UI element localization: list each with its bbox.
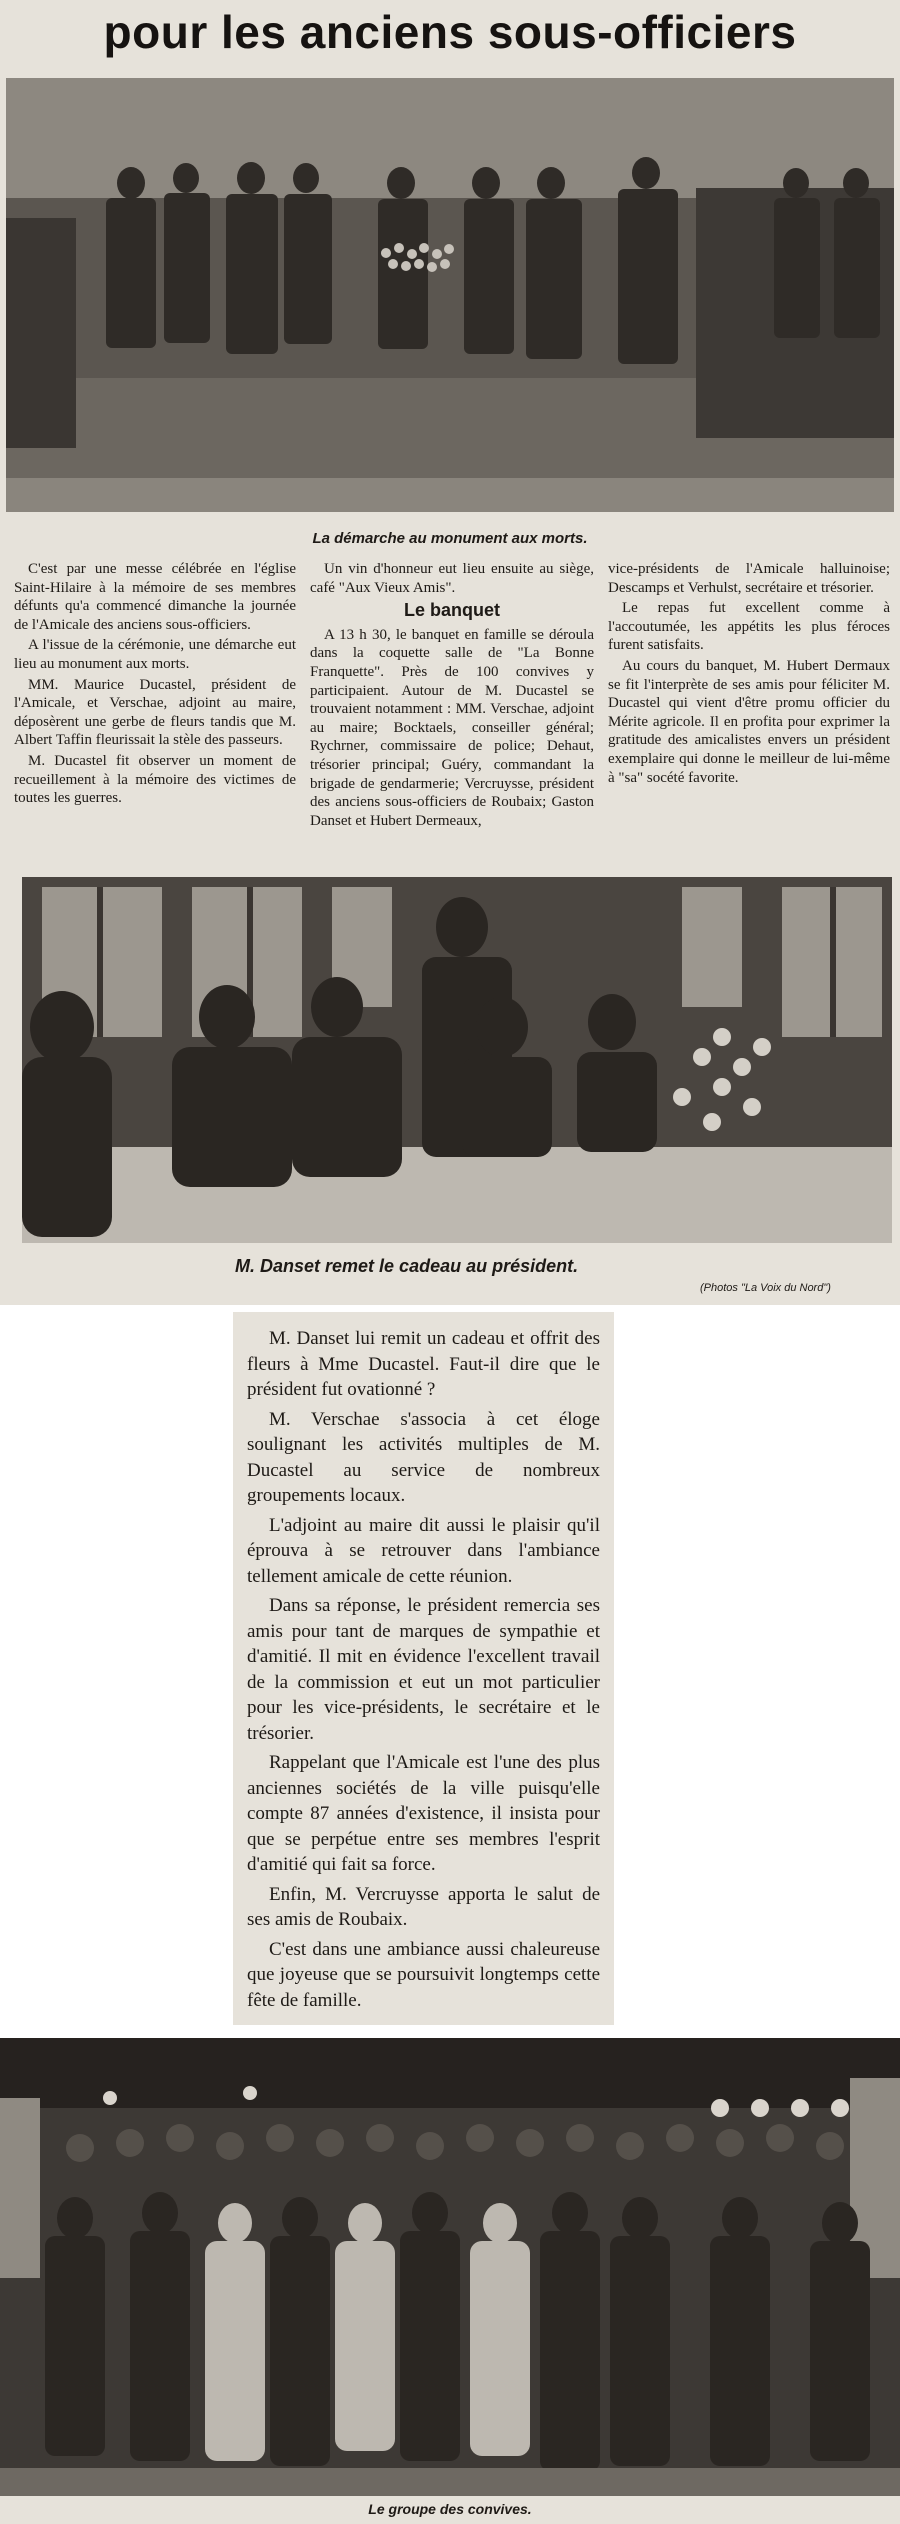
- article-column-2: [310, 560, 594, 832]
- clipping-continuation: [233, 1312, 614, 2025]
- photo-credit: (Photos "La Voix du Nord"): [700, 1282, 831, 1294]
- paragraph: M. Danset lui remit un cadeau et offrit des fleurs à Mme Ducastel. Faut-il dire que le président fut ovationné ?: [247, 1328, 600, 1400]
- paragraph: C'est dans une ambiance aussi chaleureuse que joyeuse que se poursuivit longtemps cette fête de famille.: [247, 1938, 600, 2011]
- paragraph: A 13 h 30, le banquet en famille se déroula dans la coquette salle de "La Bonne Franquette". Près de 100 convives y participaient. Autour de M. Ducastel se trouvaient notamment : MM. Verschae, adjoint au maire; Bocktaels, conseiller général; Rychrner, commissaire de police; Dehaut, trésorier principal; Guéry, commandant la brigade de gendarmerie; Vercruysse, président des anciens sous-officiers de Roubaix; Gaston Danset et Hubert Dermeaux,: [310, 626, 594, 829]
- article-column-1: [14, 560, 296, 810]
- photo-banquet: [22, 877, 892, 1243]
- article-column-3: [608, 560, 890, 789]
- paragraph: Au cours du banquet, M. Hubert Dermaux se fit l'interprète de ses amis pour féliciter M. Ducastel qui vient d'être promu officier du Mérite agricole. Il en profita pour exprimer la gratitude des amicalistes envers un président exemplaire qui donne le meilleur de lui-même à "sa" socété favorite.: [608, 657, 890, 786]
- section-heading: Le banquet: [403, 600, 500, 621]
- paragraph: M. Ducastel fit observer un moment de recueillement à la mémoire des victimes de toutes les guerres.: [14, 752, 296, 807]
- paragraph: A l'issue de la cérémonie, une démarche eut lieu au monument aux morts.: [14, 637, 296, 672]
- paragraph: MM. Maurice Ducastel, président de l'Amicale, et Verschae, adjoint au maire, déposèrent une gerbe de fleurs tandis que M. Albert Taffin fleurissait la stèle des passeurs.: [14, 676, 296, 749]
- paragraph: C'est par une messe célébrée en l'église Saint-Hilaire à la mémoire de ses membres défunts qu'a commencé dimanche la journée de l'Amicale des anciens sous-officiers.: [14, 561, 296, 633]
- article-continuation: [247, 1326, 600, 2017]
- headline: pour les anciens sous-officiers: [103, 6, 797, 58]
- photo-monument-caption: La démarche au monument aux morts.: [312, 530, 588, 547]
- paragraph: L'adjoint au maire dit aussi le plaisir qu'il éprouva à se retrouver dans l'ambiance tellement amicale de cette réunion.: [247, 1514, 600, 1587]
- photo-banquet-caption: M. Danset remet le cadeau au président.: [235, 1256, 579, 1276]
- photo-monument: [6, 78, 894, 512]
- paragraph: Un vin d'honneur eut lieu ensuite au siège, café "Aux Vieux Amis".: [310, 561, 594, 596]
- paragraph: vice-présidents de l'Amicale halluinoise; Descamps et Verhulst, secrétaire et trésorier.: [608, 561, 890, 596]
- paragraph: Rappelant que l'Amicale est l'une des plus anciennes sociétés de la ville puisqu'elle compte 87 années d'existence, il insista pour que se perpétue entre ses membres l'esprit d'amitié qui fait sa force.: [247, 1752, 600, 1875]
- photo-group: [0, 2038, 900, 2496]
- paragraph: Le repas fut excellent comme à l'accoutumée, les appétits les plus féroces furent satisfaits.: [608, 600, 890, 654]
- clipping-bottom: [0, 2038, 900, 2524]
- paragraph: M. Verschae s'associa à cet éloge soulignant les activités multiples de M. Ducastel au service de nombreux groupements locaux.: [247, 1408, 600, 1506]
- photo-group-caption: Le groupe des convives.: [368, 2501, 532, 2517]
- paragraph: Dans sa réponse, le président remercia ses amis pour tant de marques de sympathie et d'amitié. Il mit en évidence l'excellent travail de la commission et eut un mot particulier pour les vice-présidents, le secrétaire et le trésorier.: [247, 1595, 600, 1744]
- paragraph: Enfin, M. Vercruysse apporta le salut de ses amis de Roubaix.: [247, 1883, 600, 1930]
